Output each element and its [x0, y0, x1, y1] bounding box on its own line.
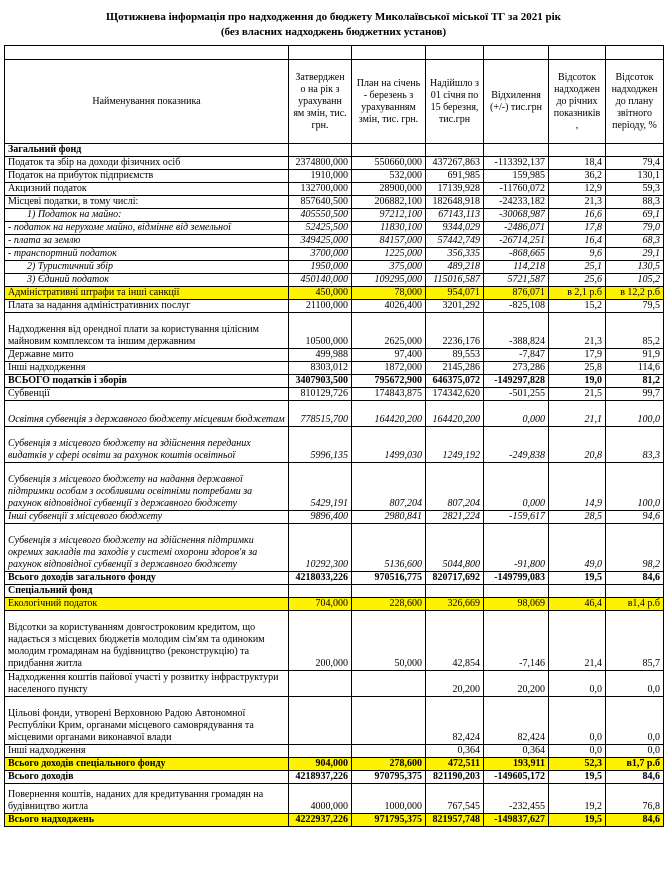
pct-plan-cell: 88,3	[606, 196, 664, 209]
deviation-cell: 82,424	[484, 697, 549, 745]
deviation-cell: 0,364	[484, 745, 549, 758]
empty-cell	[606, 144, 664, 157]
plan-cell: 278,600	[352, 758, 426, 771]
plan-cell: 2625,000	[352, 313, 426, 349]
col-header-received: Надійшло з 01 січня по 15 березня, тис.грн	[426, 60, 484, 144]
received-cell: 472,511	[426, 758, 484, 771]
deviation-cell: -24233,182	[484, 196, 549, 209]
pct-plan-cell: 84,6	[606, 814, 664, 827]
plan-cell: 174843,875	[352, 388, 426, 401]
pct-year-cell: 19,2	[549, 784, 606, 814]
pct-plan-cell: в 12,2 р.б	[606, 287, 664, 300]
table-body	[5, 144, 664, 827]
report-title	[0, 10, 667, 40]
plan-cell	[352, 697, 426, 745]
plan-cell: 550660,000	[352, 157, 426, 170]
received-cell: 2236,176	[426, 313, 484, 349]
deviation-cell: 0,000	[484, 463, 549, 511]
pct-year-cell: 21,1	[549, 401, 606, 427]
received-cell: 174342,620	[426, 388, 484, 401]
row-label: Місцеві податки, в тому числі:	[5, 196, 289, 209]
plan-cell	[352, 745, 426, 758]
pct-year-cell: 21,3	[549, 196, 606, 209]
header-spacer-row	[5, 46, 664, 60]
received-cell: 67143,113	[426, 209, 484, 222]
pct-plan-cell: 100,0	[606, 401, 664, 427]
deviation-cell: -2486,071	[484, 222, 549, 235]
pct-plan-cell: 130,5	[606, 261, 664, 274]
approved-cell	[289, 671, 352, 697]
approved-cell: 8303,012	[289, 362, 352, 375]
pct-plan-cell: 79,0	[606, 222, 664, 235]
table-row	[5, 248, 664, 261]
approved-cell	[289, 745, 352, 758]
row-label: Субвенція з місцевого бюджету на здійснення підтримки окремих закладів та заходів у системі охорони здоров'я за рахунок відповідної субвенції з державного бюджету	[5, 524, 289, 572]
plan-cell: 970795,375	[352, 771, 426, 784]
row-label: Адміністративні штрафи та інші санкції	[5, 287, 289, 300]
table-row	[5, 814, 664, 827]
row-label: Всього доходів спеціального фонду	[5, 758, 289, 771]
pct-year-cell: 16,4	[549, 235, 606, 248]
received-cell: 164420,200	[426, 401, 484, 427]
table-row	[5, 261, 664, 274]
plan-cell: 1225,000	[352, 248, 426, 261]
pct-year-cell: 20,8	[549, 427, 606, 463]
col-header-approved: Затверджен о на рік з урахуванн ям змін, тис. грн.	[289, 60, 352, 144]
approved-cell: 5429,191	[289, 463, 352, 511]
col-header-deviation: Відхилення (+/-) тис.грн	[484, 60, 549, 144]
plan-cell: 532,000	[352, 170, 426, 183]
approved-cell: 499,988	[289, 349, 352, 362]
table-row	[5, 209, 664, 222]
pct-year-cell: в 2,1 р.б	[549, 287, 606, 300]
plan-cell: 28900,000	[352, 183, 426, 196]
table-row	[5, 511, 664, 524]
table-row	[5, 463, 664, 511]
received-cell: 2821,224	[426, 511, 484, 524]
pct-year-cell: 14,9	[549, 463, 606, 511]
received-cell: 807,204	[426, 463, 484, 511]
pct-year-cell: 19,5	[549, 814, 606, 827]
table-row	[5, 784, 664, 814]
pct-year-cell: 21,4	[549, 611, 606, 671]
table-row	[5, 611, 664, 671]
pct-plan-cell: 98,2	[606, 524, 664, 572]
received-cell: 42,854	[426, 611, 484, 671]
received-cell: 821190,203	[426, 771, 484, 784]
row-label: Податок та збір на доходи фізичних осіб	[5, 157, 289, 170]
received-cell: 5044,800	[426, 524, 484, 572]
deviation-cell: -159,617	[484, 511, 549, 524]
deviation-cell: -388,824	[484, 313, 549, 349]
deviation-cell: -11760,072	[484, 183, 549, 196]
row-label: Надходження коштів пайової участі у розвитку інфраструктури населеного пункту	[5, 671, 289, 697]
row-label: Освітня субвенція з державного бюджету місцевим бюджетам	[5, 401, 289, 427]
pct-year-cell: 52,3	[549, 758, 606, 771]
table-row	[5, 183, 664, 196]
table-row	[5, 758, 664, 771]
row-label: Надходження від орендної плати за користування цілісним майновим комплексом та іншим державним	[5, 313, 289, 349]
deviation-cell: -26714,251	[484, 235, 549, 248]
row-label: Відсотки за користуванням довгостроковим кредитом, що надається з місцевих бюджетів молодим сім'ям та одиноким молодим громадянам на будівництво (реконструкцію) та придбання житла	[5, 611, 289, 671]
row-label: Субвенції	[5, 388, 289, 401]
pct-year-cell: 17,9	[549, 349, 606, 362]
row-label: Плата за надання адміністративних послуг	[5, 300, 289, 313]
plan-cell: 206882,100	[352, 196, 426, 209]
pct-plan-cell: 76,8	[606, 784, 664, 814]
empty-cell	[426, 144, 484, 157]
deviation-cell: -7,146	[484, 611, 549, 671]
approved-cell: 904,000	[289, 758, 352, 771]
received-cell: 1249,192	[426, 427, 484, 463]
section-title: Спеціальний фонд	[5, 585, 289, 598]
pct-plan-cell: 0,0	[606, 697, 664, 745]
received-cell: 437267,863	[426, 157, 484, 170]
deviation-cell: 0,000	[484, 401, 549, 427]
empty-cell	[352, 144, 426, 157]
pct-plan-cell: 83,3	[606, 427, 664, 463]
received-cell: 82,424	[426, 697, 484, 745]
row-label: Інші субвенції з місцевого бюджету	[5, 511, 289, 524]
empty-cell	[426, 585, 484, 598]
received-cell: 2145,286	[426, 362, 484, 375]
plan-cell: 1499,030	[352, 427, 426, 463]
approved-cell: 450140,000	[289, 274, 352, 287]
deviation-cell: 193,911	[484, 758, 549, 771]
approved-cell: 5996,135	[289, 427, 352, 463]
row-label: Субвенція з місцевого бюджету на здійснення переданих видатків у сфері освіти за рахунок коштів освітньої	[5, 427, 289, 463]
empty-cell	[549, 585, 606, 598]
row-label: Цільові фонди, утворені Верховною Радою Автономної Республіки Крим, органами місцевого самоврядування та місцевими органами виконавчої влади	[5, 697, 289, 745]
pct-plan-cell: 114,6	[606, 362, 664, 375]
row-label: 2) Туристичний збір	[5, 261, 289, 274]
deviation-cell: 5721,587	[484, 274, 549, 287]
table-row	[5, 157, 664, 170]
received-cell: 182648,918	[426, 196, 484, 209]
received-cell: 326,669	[426, 598, 484, 611]
deviation-cell: 114,218	[484, 261, 549, 274]
deviation-cell: -825,108	[484, 300, 549, 313]
pct-year-cell: 21,5	[549, 388, 606, 401]
row-label: Всього надходжень	[5, 814, 289, 827]
deviation-cell: 98,069	[484, 598, 549, 611]
title-line-1: Щотижнева інформація про надходження до бюджету Миколаївської міської ТГ за 2021 рік	[106, 11, 561, 23]
table-row	[5, 274, 664, 287]
deviation-cell: -149297,828	[484, 375, 549, 388]
col-header-name: Найменування показника	[5, 60, 289, 144]
table-row	[5, 235, 664, 248]
received-cell: 646375,072	[426, 375, 484, 388]
deviation-cell: -113392,137	[484, 157, 549, 170]
pct-year-cell: 16,6	[549, 209, 606, 222]
plan-cell: 11830,100	[352, 222, 426, 235]
pct-plan-cell: 81,2	[606, 375, 664, 388]
received-cell: 767,545	[426, 784, 484, 814]
col-header-pct-year: Відсоток надходжен до річних показників ,	[549, 60, 606, 144]
deviation-cell: 159,985	[484, 170, 549, 183]
section-row	[5, 144, 664, 157]
empty-cell	[484, 144, 549, 157]
pct-plan-cell: 79,4	[606, 157, 664, 170]
pct-plan-cell: 0,0	[606, 671, 664, 697]
pct-plan-cell: 85,2	[606, 313, 664, 349]
approved-cell: 9896,400	[289, 511, 352, 524]
pct-year-cell: 0,0	[549, 745, 606, 758]
deviation-cell: 273,286	[484, 362, 549, 375]
deviation-cell: 20,200	[484, 671, 549, 697]
deviation-cell: -232,455	[484, 784, 549, 814]
approved-cell: 1950,000	[289, 261, 352, 274]
plan-cell: 1872,000	[352, 362, 426, 375]
received-cell: 3201,292	[426, 300, 484, 313]
section-title: Загальний фонд	[5, 144, 289, 157]
approved-cell: 132700,000	[289, 183, 352, 196]
pct-plan-cell: 29,1	[606, 248, 664, 261]
plan-cell: 5136,600	[352, 524, 426, 572]
plan-cell: 97212,100	[352, 209, 426, 222]
approved-cell: 704,000	[289, 598, 352, 611]
section-row	[5, 585, 664, 598]
pct-year-cell: 9,6	[549, 248, 606, 261]
received-cell: 954,071	[426, 287, 484, 300]
deviation-cell: -91,800	[484, 524, 549, 572]
empty-cell	[484, 585, 549, 598]
table-row	[5, 771, 664, 784]
deviation-cell: -30068,987	[484, 209, 549, 222]
row-label: Всього доходів загального фонду	[5, 572, 289, 585]
pct-plan-cell: 79,5	[606, 300, 664, 313]
pct-year-cell: 46,4	[549, 598, 606, 611]
pct-plan-cell: в1,7 р.б	[606, 758, 664, 771]
pct-year-cell: 15,2	[549, 300, 606, 313]
received-cell: 0,364	[426, 745, 484, 758]
approved-cell: 4218937,226	[289, 771, 352, 784]
approved-cell: 857640,500	[289, 196, 352, 209]
row-label: Акцизний податок	[5, 183, 289, 196]
pct-year-cell: 28,5	[549, 511, 606, 524]
row-label: Повернення коштів, наданих для кредитування громадян на будівництво житла	[5, 784, 289, 814]
approved-cell: 200,000	[289, 611, 352, 671]
table-row	[5, 196, 664, 209]
row-label: - плата за землю	[5, 235, 289, 248]
row-label: - податок на нерухоме майно, відмінне від земельної	[5, 222, 289, 235]
plan-cell: 375,000	[352, 261, 426, 274]
table-row	[5, 375, 664, 388]
pct-year-cell: 25,8	[549, 362, 606, 375]
received-cell: 489,218	[426, 261, 484, 274]
table-row	[5, 598, 664, 611]
table-row	[5, 572, 664, 585]
row-label: Державне мито	[5, 349, 289, 362]
pct-year-cell: 18,4	[549, 157, 606, 170]
table-row	[5, 170, 664, 183]
pct-plan-cell: 68,3	[606, 235, 664, 248]
pct-year-cell: 21,3	[549, 313, 606, 349]
approved-cell: 810129,726	[289, 388, 352, 401]
deviation-cell: -149837,627	[484, 814, 549, 827]
plan-cell: 4026,400	[352, 300, 426, 313]
row-label: - транспортний податок	[5, 248, 289, 261]
received-cell: 820717,692	[426, 572, 484, 585]
table-row	[5, 313, 664, 349]
plan-cell: 807,204	[352, 463, 426, 511]
approved-cell: 1910,000	[289, 170, 352, 183]
empty-cell	[289, 585, 352, 598]
plan-cell: 1000,000	[352, 784, 426, 814]
pct-year-cell: 19,0	[549, 375, 606, 388]
table-row	[5, 362, 664, 375]
received-cell: 821957,748	[426, 814, 484, 827]
received-cell: 691,985	[426, 170, 484, 183]
col-header-pct-plan: Відсоток надходжен до плану звітного періоду, %	[606, 60, 664, 144]
received-cell: 17139,928	[426, 183, 484, 196]
row-label: 1) Податок на майно:	[5, 209, 289, 222]
table-row	[5, 401, 664, 427]
plan-cell: 97,400	[352, 349, 426, 362]
pct-plan-cell: 59,3	[606, 183, 664, 196]
deviation-cell: -7,847	[484, 349, 549, 362]
pct-year-cell: 19,5	[549, 771, 606, 784]
approved-cell: 21100,000	[289, 300, 352, 313]
pct-plan-cell: 85,7	[606, 611, 664, 671]
approved-cell: 349425,000	[289, 235, 352, 248]
pct-plan-cell: в1,4 р.б	[606, 598, 664, 611]
row-label: Інші надходження	[5, 362, 289, 375]
plan-cell: 109295,000	[352, 274, 426, 287]
approved-cell: 4000,000	[289, 784, 352, 814]
approved-cell: 10500,000	[289, 313, 352, 349]
table-row	[5, 745, 664, 758]
table-row	[5, 287, 664, 300]
pct-year-cell: 25,6	[549, 274, 606, 287]
approved-cell: 3407903,500	[289, 375, 352, 388]
approved-cell: 2374800,000	[289, 157, 352, 170]
pct-plan-cell: 91,9	[606, 349, 664, 362]
table-row	[5, 697, 664, 745]
table-row	[5, 524, 664, 572]
approved-cell: 405550,500	[289, 209, 352, 222]
row-label: 3) Єдиний податок	[5, 274, 289, 287]
deviation-cell: -249,838	[484, 427, 549, 463]
approved-cell: 778515,700	[289, 401, 352, 427]
empty-cell	[289, 144, 352, 157]
approved-cell: 10292,300	[289, 524, 352, 572]
table-row	[5, 300, 664, 313]
row-label: Інші надходження	[5, 745, 289, 758]
pct-plan-cell: 84,6	[606, 572, 664, 585]
deviation-cell: -868,665	[484, 248, 549, 261]
table-row	[5, 349, 664, 362]
pct-plan-cell: 105,2	[606, 274, 664, 287]
pct-plan-cell: 99,7	[606, 388, 664, 401]
title-line-2: (без власних надходжень бюджетних установ)	[220, 26, 447, 38]
deviation-cell: -149605,172	[484, 771, 549, 784]
plan-cell: 2980,841	[352, 511, 426, 524]
pct-year-cell: 25,1	[549, 261, 606, 274]
pct-year-cell: 12,9	[549, 183, 606, 196]
plan-cell: 50,000	[352, 611, 426, 671]
approved-cell: 52425,500	[289, 222, 352, 235]
received-cell: 9344,029	[426, 222, 484, 235]
approved-cell	[289, 697, 352, 745]
approved-cell: 4222937,226	[289, 814, 352, 827]
received-cell: 57442,749	[426, 235, 484, 248]
row-label: Екологічний податок	[5, 598, 289, 611]
row-label: Субвенція з місцевого бюджету на надання державної підтримки особам з особливими освітніми потребами за рахунок відповідної субвенції з державного бюджету	[5, 463, 289, 511]
approved-cell: 450,000	[289, 287, 352, 300]
received-cell: 115016,587	[426, 274, 484, 287]
row-label: Всього доходів	[5, 771, 289, 784]
deviation-cell: -501,255	[484, 388, 549, 401]
table-row	[5, 222, 664, 235]
deviation-cell: 876,071	[484, 287, 549, 300]
plan-cell: 971795,375	[352, 814, 426, 827]
received-cell: 356,335	[426, 248, 484, 261]
empty-cell	[606, 585, 664, 598]
pct-year-cell: 0,0	[549, 697, 606, 745]
pct-plan-cell: 130,1	[606, 170, 664, 183]
received-cell: 20,200	[426, 671, 484, 697]
pct-plan-cell: 84,6	[606, 771, 664, 784]
plan-cell: 970516,775	[352, 572, 426, 585]
header-row	[5, 60, 664, 144]
pct-year-cell: 36,2	[549, 170, 606, 183]
pct-year-cell: 17,8	[549, 222, 606, 235]
approved-cell: 3700,000	[289, 248, 352, 261]
table-row	[5, 388, 664, 401]
row-label: Податок на прибуток підприємств	[5, 170, 289, 183]
pct-year-cell: 0,0	[549, 671, 606, 697]
received-cell: 89,553	[426, 349, 484, 362]
pct-year-cell: 49,0	[549, 524, 606, 572]
pct-plan-cell: 69,1	[606, 209, 664, 222]
pct-plan-cell: 100,0	[606, 463, 664, 511]
row-label: ВСЬОГО податків і зборів	[5, 375, 289, 388]
pct-plan-cell: 94,6	[606, 511, 664, 524]
approved-cell: 4218033,226	[289, 572, 352, 585]
empty-cell	[549, 144, 606, 157]
plan-cell: 78,000	[352, 287, 426, 300]
pct-year-cell: 19,5	[549, 572, 606, 585]
col-header-plan: План на січень - березень з урахуванням змін, тис. грн.	[352, 60, 426, 144]
empty-cell	[352, 585, 426, 598]
table-row	[5, 427, 664, 463]
budget-table	[4, 45, 664, 827]
table-row	[5, 671, 664, 697]
plan-cell: 795672,900	[352, 375, 426, 388]
deviation-cell: -149799,083	[484, 572, 549, 585]
plan-cell	[352, 671, 426, 697]
plan-cell: 228,600	[352, 598, 426, 611]
plan-cell: 164420,200	[352, 401, 426, 427]
plan-cell: 84157,000	[352, 235, 426, 248]
pct-plan-cell: 0,0	[606, 745, 664, 758]
